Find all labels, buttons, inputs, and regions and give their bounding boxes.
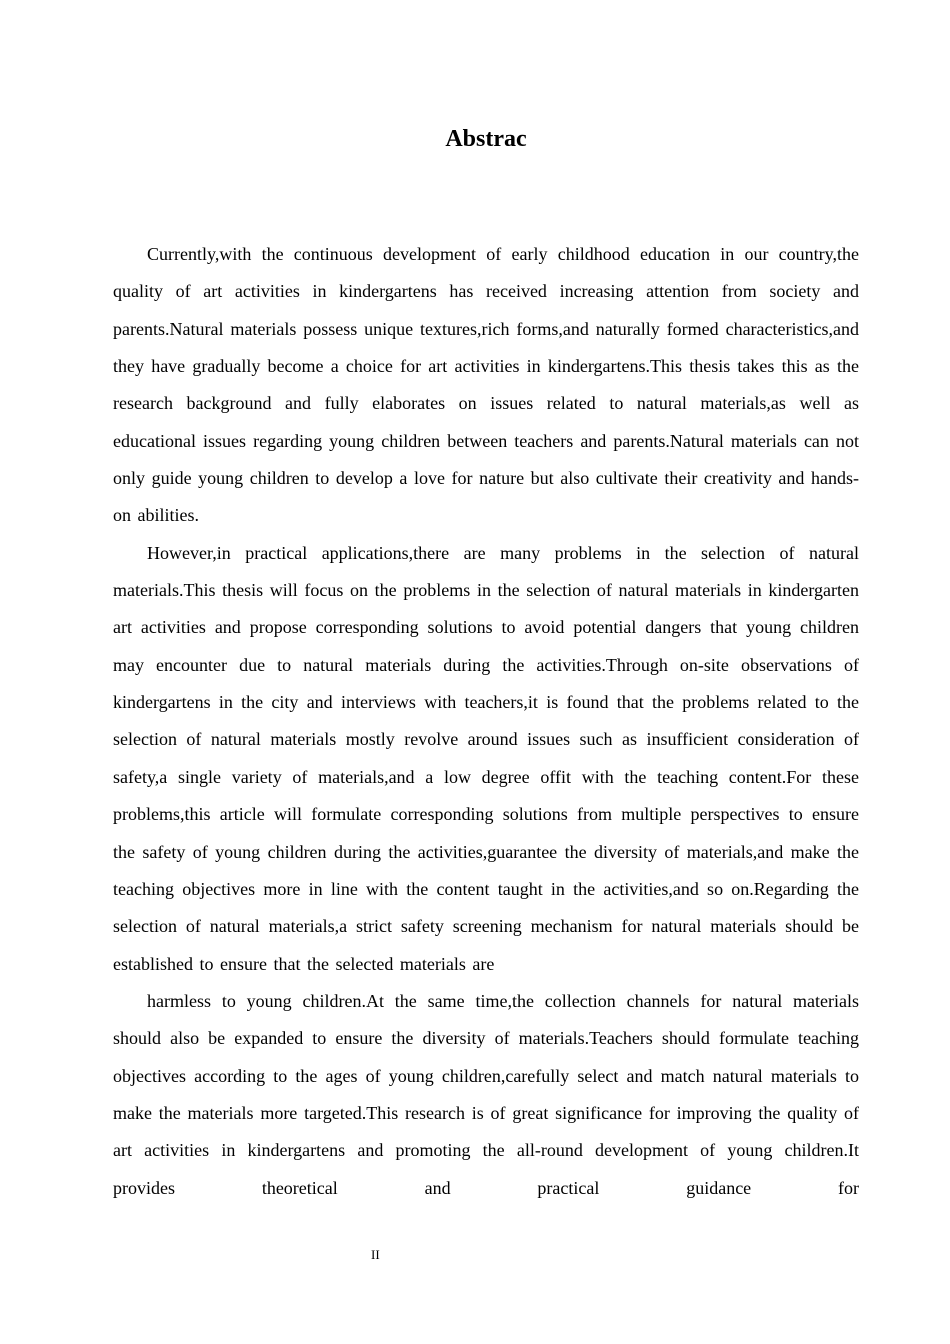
page-number: II (371, 1247, 380, 1262)
abstract-body (113, 236, 859, 1207)
abstract-paragraph-1: Currently,with the continuous development of early childhood education in our country,the quality of art activities in kindergartens has received increasing attention from society and parents.Natural materials possess unique textures,rich forms,and naturally formed characteristics,and they have gradually become a choice for art activities in kindergartens.This thesis takes this as the research background and fully elaborates on issues related to natural materials,as well as educational issues regarding young children between teachers and parents.Natural materials can not only guide young children to develop a love for nature but also cultivate their creativity and hands-on abilities. (113, 244, 859, 526)
abstract-paragraph-3: harmless to young children.At the same time,the collection channels for natural materials should also be expanded to ensure the diversity of materials.Teachers should formulate teaching objectives according to the ages of young children,carefully select and match natural materials to make the materials more targeted.This research is of great significance for improving the quality of art activities in kindergartens and promoting the all-round development of young children.It provides theoretical and practical guidance for (113, 990, 859, 1198)
abstract-paragraph-2: However,in practical applications,there are many problems in the selection of natural materials.This thesis will focus on the problems in the selection of natural materials in kindergarten art activities and propose corresponding solutions to avoid potential dangers that young children may encounter due to natural materials during the activities.Through on-site observations of kindergartens in the city and interviews with teachers,it is found that the problems related to the selection of natural materials mostly revolve around issues such as insufficient consideration of safety,a single variety of materials,and a low degree offit with the teaching content.For these problems,this article will formulate corresponding solutions from multiple perspectives to ensure the safety of young children during the activities,guarantee the diversity of materials,and make the teaching objectives more in line with the content taught in the activities,and so on.Regarding the selection of natural materials,a strict safety screening mechanism for natural materials should be established to ensure that the selected materials are (113, 542, 859, 974)
abstract-title: Abstrac (445, 126, 527, 152)
